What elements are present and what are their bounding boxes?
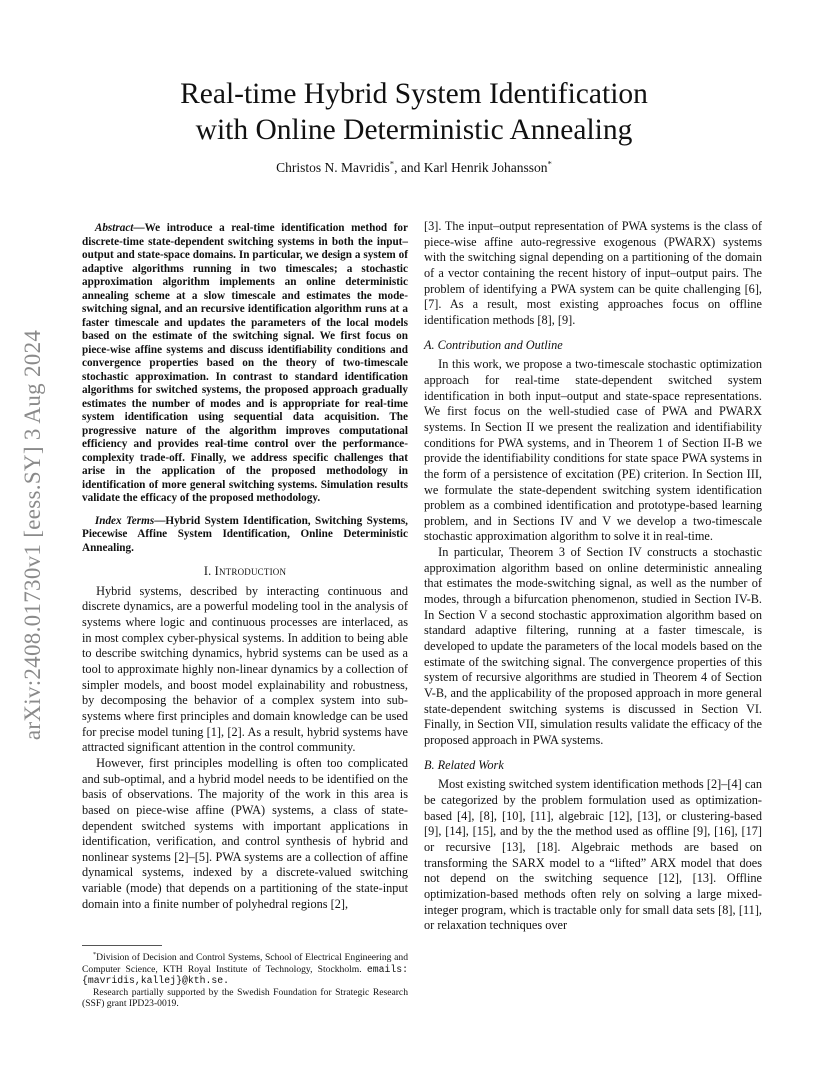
footnotes	[82, 952, 408, 1010]
introduction-continuation: [3]. The input–output representation of PWA systems is the class of piece-wise affine auto-regressive exogenous (PWARX) systems with the switching signal depending on a partitioning of the domain of a vector containing the recent history of input–output pairs. The problem of identifying a PWA system can be quite challenging [6], [7]. As a result, most existing approaches focus on offline identification methods [8], [9].	[424, 219, 762, 327]
left-column	[82, 222, 408, 912]
subsection-heading-contribution: A. Contribution and Outline	[424, 337, 563, 352]
footnote-funding: Research partially supported by the Swedish Foundation for Strategic Research (SSF) grant IPD23-0019.	[82, 986, 408, 1010]
arxiv-identifier-stamp	[18, 300, 48, 770]
footnote-affiliation-text: Division of Decision and Control Systems, School of Electrical Engineering and Computer Science, KTH Royal Institute of Technology, Stockholm.	[82, 952, 408, 975]
footnote-emails: emails:{mavridis,kallej}@kth.se.	[82, 963, 408, 987]
author-list	[100, 160, 728, 176]
subsection-heading-related-work: B. Related Work	[424, 757, 504, 772]
author-2-mark: *	[547, 158, 552, 169]
introduction-paragraph-2: However, first principles modelling is often too complicated and sub-optimal, and a hybrid model needs to be identified on the basis of observations. The majority of the work in this area is based on piece-wise affine (PWA) systems, a class of state-dependent switched systems with important applications in identification, verification, and control synthesis of hybrid and nonlinear systems [2]–[5]. PWA systems are a collection of affine dynamical systems, indexed by a discrete-valued switching variable (mode) that depends on a partitioning of the state-input domain into a finite number of polyhedral regions [2],	[82, 755, 408, 911]
contribution-paragraph-1: In this work, we propose a two-timescale stochastic optimization approach for real-time state-dependent switched system identification in both input–output and state-space representations. We first focus on the well-studied case of PWA and PWARX systems. In Section II we present the realization and identifiability conditions for PWA systems, and in Theorem 1 of Section II-B we provide the identifiability conditions for state space PWA systems in the form of a persistence of excitation (PE) criterion. In Section III, we formulate the state-dependent switching system identification problem as a combined identification and prototype-based learning problem, and in Sections IV and V we develop a two-timescale stochastic approximation algorithm to solve it in real-time.	[424, 357, 762, 544]
author-separator: , and	[394, 160, 424, 175]
author-1-mark: *	[389, 158, 395, 169]
index-terms-text: —Hybrid System Identification, Switching Systems, Piecewise Affine System Identification, Online Deterministic Annealing.	[82, 514, 408, 554]
abstract	[82, 222, 408, 506]
title-line-2: with Online Deterministic Annealing	[195, 114, 633, 146]
arxiv-identifier-text: arXiv:2408.01730v1 [eess.SY] 3 Aug 2024	[20, 329, 45, 741]
abstract-text: —We introduce a real-time identification method for discrete-time state-dependent switching systems in both the input–output and state-space domains. In particular, we design a system of adaptive algorithms running in two timescales; a stochastic approximation algorithm implements an online deterministic annealing scheme at a slow timescale and estimates the mode-switching signal, and an recursive identification algorithm runs at a faster timescale and updates the parameters of the local models based on the estimate of the switching signal. We first focus on piece-wise affine systems and discuss identifiability conditions and convergence properties based on the theory of two-timescale stochastic approximation. In contrast to standard identification algorithms for switched systems, the proposed approach gradually estimates the number of modes and is appropriate for real-time system identification using sequential data acquisition. The progressive nature of the algorithm improves computational efficiency and provides real-time control over the performance-complexity trade-off. Finally, we address specific challenges that arise in the application of the proposed methodology in identification of more general switching systems. Simulation results validate the efficacy of the proposed methodology.	[82, 222, 408, 504]
footnote-mark: *	[93, 950, 97, 958]
paper-title	[100, 76, 728, 148]
related-work-paragraph-1: Most existing switched system identification methods [2]–[4] can be categorized by the problem formulation used as optimization-based [4], [8], [10], [11], algebraic [12], [13], or clustering-based [9], [14], [15], and by the the method used as offline [9], [16], [17] or recursive [13], [18]. Algebraic methods are based on transforming the SARX model to a “lifted” ARX model that does not depend on the switching sequence [12], [13]. Offline optimization-based methods often rely on solving a large mixed-integer program, which is tractable only for small data sets [8], [11], or relaxation techniques over	[424, 777, 762, 933]
introduction-paragraph-1: Hybrid systems, described by interacting continuous and discrete dynamics, are a powerful modeling tool in the analysis of systems where logic and continuous processes are interlaced, as in most complex cyber-physical systems. In addition to being able to describe switching dynamics, hybrid systems can be used as a tool to approximate highly non-linear dynamics by a collection of simpler models, and boost model explainability and robustness, by decomposing the behavior of a complex system into sub-systems where first principles and domain knowledge can be used for precise model tuning [1], [2]. As a result, hybrid systems have attracted significant attention in the control community.	[82, 583, 408, 755]
title-line-1: Real-time Hybrid System Identification	[180, 78, 648, 110]
footnote-divider	[82, 945, 162, 946]
right-column	[424, 219, 762, 934]
author-1: Christos N. Mavridis	[276, 160, 390, 175]
contribution-paragraph-2: In particular, Theorem 3 of Section IV constructs a stochastic approximation algorithm based on online deterministic annealing that estimates the mode-switching signal, as well as the number of modes, through a bifurcation phenomenon, studied in Section IV-B. In Section V a second stochastic approximation algorithm based on standard adaptive filtering, running at a faster timescale, is developed to update the parameters of the local models based on the estimate of the switching signal. The convergence properties of this system of recursive algorithms are studied in Theorem 4 of Section V-B, and the applicability of the proposed approach in more general state-dependent switching systems is discussed in Section VI. Finally, in Section VII, simulation results validate the efficacy of the proposed approach in PWA systems.	[424, 545, 762, 747]
author-2: Karl Henrik Johansson	[423, 160, 548, 175]
index-terms	[82, 515, 408, 556]
section-heading-introduction: I. Introduction	[203, 564, 287, 578]
footnote-affiliation	[82, 952, 408, 987]
abstract-label: Abstract	[94, 222, 134, 234]
index-terms-label: Index Terms	[94, 514, 155, 527]
